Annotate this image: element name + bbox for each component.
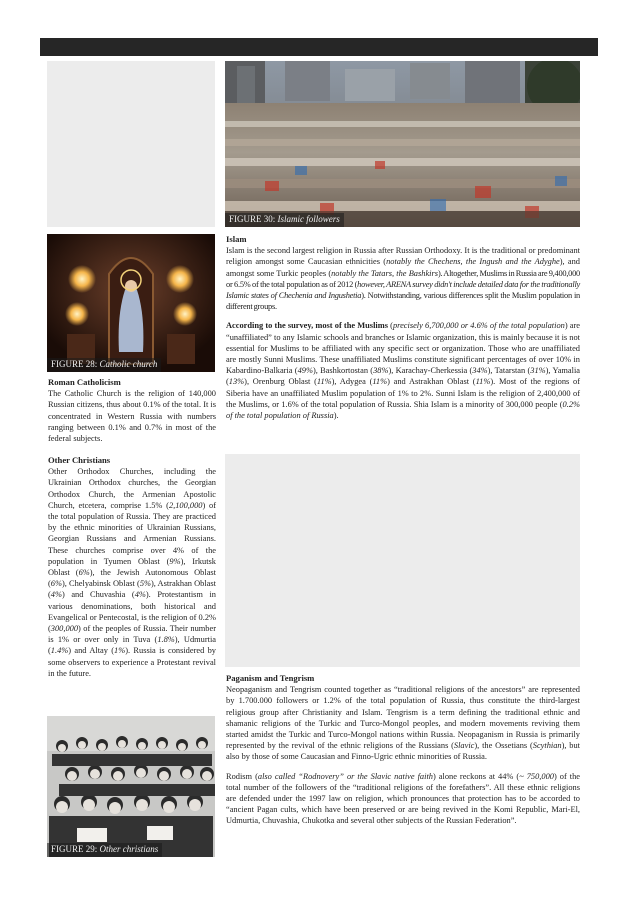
image-placeholder-left — [47, 61, 215, 227]
paganism-heading: Paganism and Tengrism — [226, 673, 315, 683]
header-bar — [40, 38, 598, 56]
figure-28-title: Catholic church — [99, 359, 158, 369]
other-christians-section — [48, 455, 216, 687]
islam-paragraph-1: Islam is the second largest religion in Russia after Russian Orthodoxy. It is the traditional or predominant religion amongst some Caucasian ethnicities (notably the Chechens, the Ingush and the Adyghe), and amongst some Turkic peoples (notably the Tatars, the Bashkirs). Altogether, Muslims in Russia are 9,400,000 or 6.5% of the total population as of 2012 (however, ARENA survey didn't include detailed data for the traditionally Islamic states of Chechenia and Ingushetia). Notwithstanding, various differences split the Muslim population in different groups. — [226, 246, 580, 312]
paganism-section — [226, 673, 580, 835]
figure-30-caption — [225, 213, 344, 227]
figure-28-number: FIGURE 28: — [51, 359, 98, 369]
other-christians-heading: Other Christians — [48, 455, 111, 465]
islam-heading: Islam — [226, 234, 247, 244]
catholic-church-photo — [47, 234, 215, 372]
figure-30-number: FIGURE 30: — [229, 214, 276, 224]
figure-other-christians — [47, 716, 215, 857]
figure-30-title: Islamic followers — [277, 214, 340, 224]
paganism-paragraph-2: Rodism (also called “Rodnovery” or the Slavic native faith) alone reckons at 44% (~ 750,000) of the total number of the followers of the “traditional religions of the forefathers”. All these ethnic religions are defended under the 1997 law on religion, which pronounces that protection has to be accorded to “ancient Pagan cults, which have been preserved or are being revived in the Komi Republic, Mari-El, Udmurtia, Chuvashia, Chukotka and several other subjects of the Russian Federation”. — [226, 771, 580, 826]
paganism-paragraph-1: Neopaganism and Tengrism counted together as “traditional religions of the ancestors” are represented by 1.700.000 followers or 1.2% of the total population of Russia, thus constitute the third-largest religious group after Christianity and Islam. Tengrism is a term defining the traditional ethnic and shamanic religions of the Turkic and Turco-Mongol peoples, and modern movements reviving them started amidst the Turkic and Turco-Mongol nations within Russia. Neopaganism in Russia is primarily represented by the revival of the ethnic religions of the Russians (Slavic), the Ossetians (Scythian), but also by those of some Caucasian and Finno-Ugric ethnic minorities of Russia. — [226, 685, 581, 762]
other-christians-body: Other Orthodox Churches, including the Ukrainian Orthodox churches, the Georgian Orthodox Church, the Armenian Apostolic Church, etcetera, comprise 1.5% (2,100,000) of the total population of Russia. They are practiced by the ethnic minorities of Ukrainian Russians, Georgian Russians and Armenian Russians. These churches comprise over 4% of the population in Tyumen Oblast (9%), Irkutsk Oblast (6%), the Jewish Autonomous Oblast (6%), Chelyabinsk Oblast (5%), Astrakhan Oblast (4%) and Chuvashia (4%). Protestantism in various denominations, both historical and Evangelical or Pentecostal, is the religion of 0.2% (300,000) of the peoples of Russia. Their number is 1% or over only in Tuva (1.8%), Udmurtia (1.4%) and Altay (1%). Russia is considered by some observers to experience a Protestant revival in the future. — [48, 467, 217, 678]
figure-29-title: Other christians — [99, 844, 159, 854]
figure-catholic-church — [47, 234, 215, 372]
islamic-followers-photo — [225, 61, 580, 227]
figure-29-number: FIGURE 29: — [51, 844, 98, 854]
figure-islamic-followers — [225, 61, 580, 227]
islam-section — [226, 234, 580, 429]
roman-catholicism-section — [48, 377, 216, 452]
figure-29-caption — [47, 843, 162, 857]
roman-catholicism-heading: Roman Catholicism — [48, 377, 121, 387]
islam-paragraph-2: According to the survey, most of the Muslims (precisely 6,700,000 or 4.6% of the total population) are “unaffiliated” to any Islamic schools and branches or Islamic organization, this is mainly because it is not essential for Muslims to be affiliated with any specific sect or organization. Those who are unaffiliated are mostly Sunni Muslims. These unaffiliated Muslims constitute significant percentages of over 10% in Kabardino-Balkaria (49%), Bashkortostan (38%), Karachay-Cherkessia (34%), Tatarstan (31%), Yamalia (13%), Orenburg Oblast (11%), Adygea (11%) and Astrakhan Oblast (11%). Most of the regions of Siberia have an unaffiliated Muslim population of 1% to 2%. Sunni Islam is the religion of 2,400,000 of the Muslims, or 1.6% of the total population of Russia. Shia Islam is a minority of 300,000 people (0.2% of the total population of Russia). — [226, 321, 581, 421]
other-christians-photo — [47, 716, 215, 857]
roman-catholicism-body: The Catholic Church is the religion of 140,000 Russian citizens, thus about 0.1% of the total. It is concentrated in Western Russia with numbers ranging between 0.1% and 0.7% in most of the federal subjects. — [48, 389, 216, 444]
figure-28-caption — [47, 358, 161, 372]
image-placeholder-right — [225, 454, 580, 667]
